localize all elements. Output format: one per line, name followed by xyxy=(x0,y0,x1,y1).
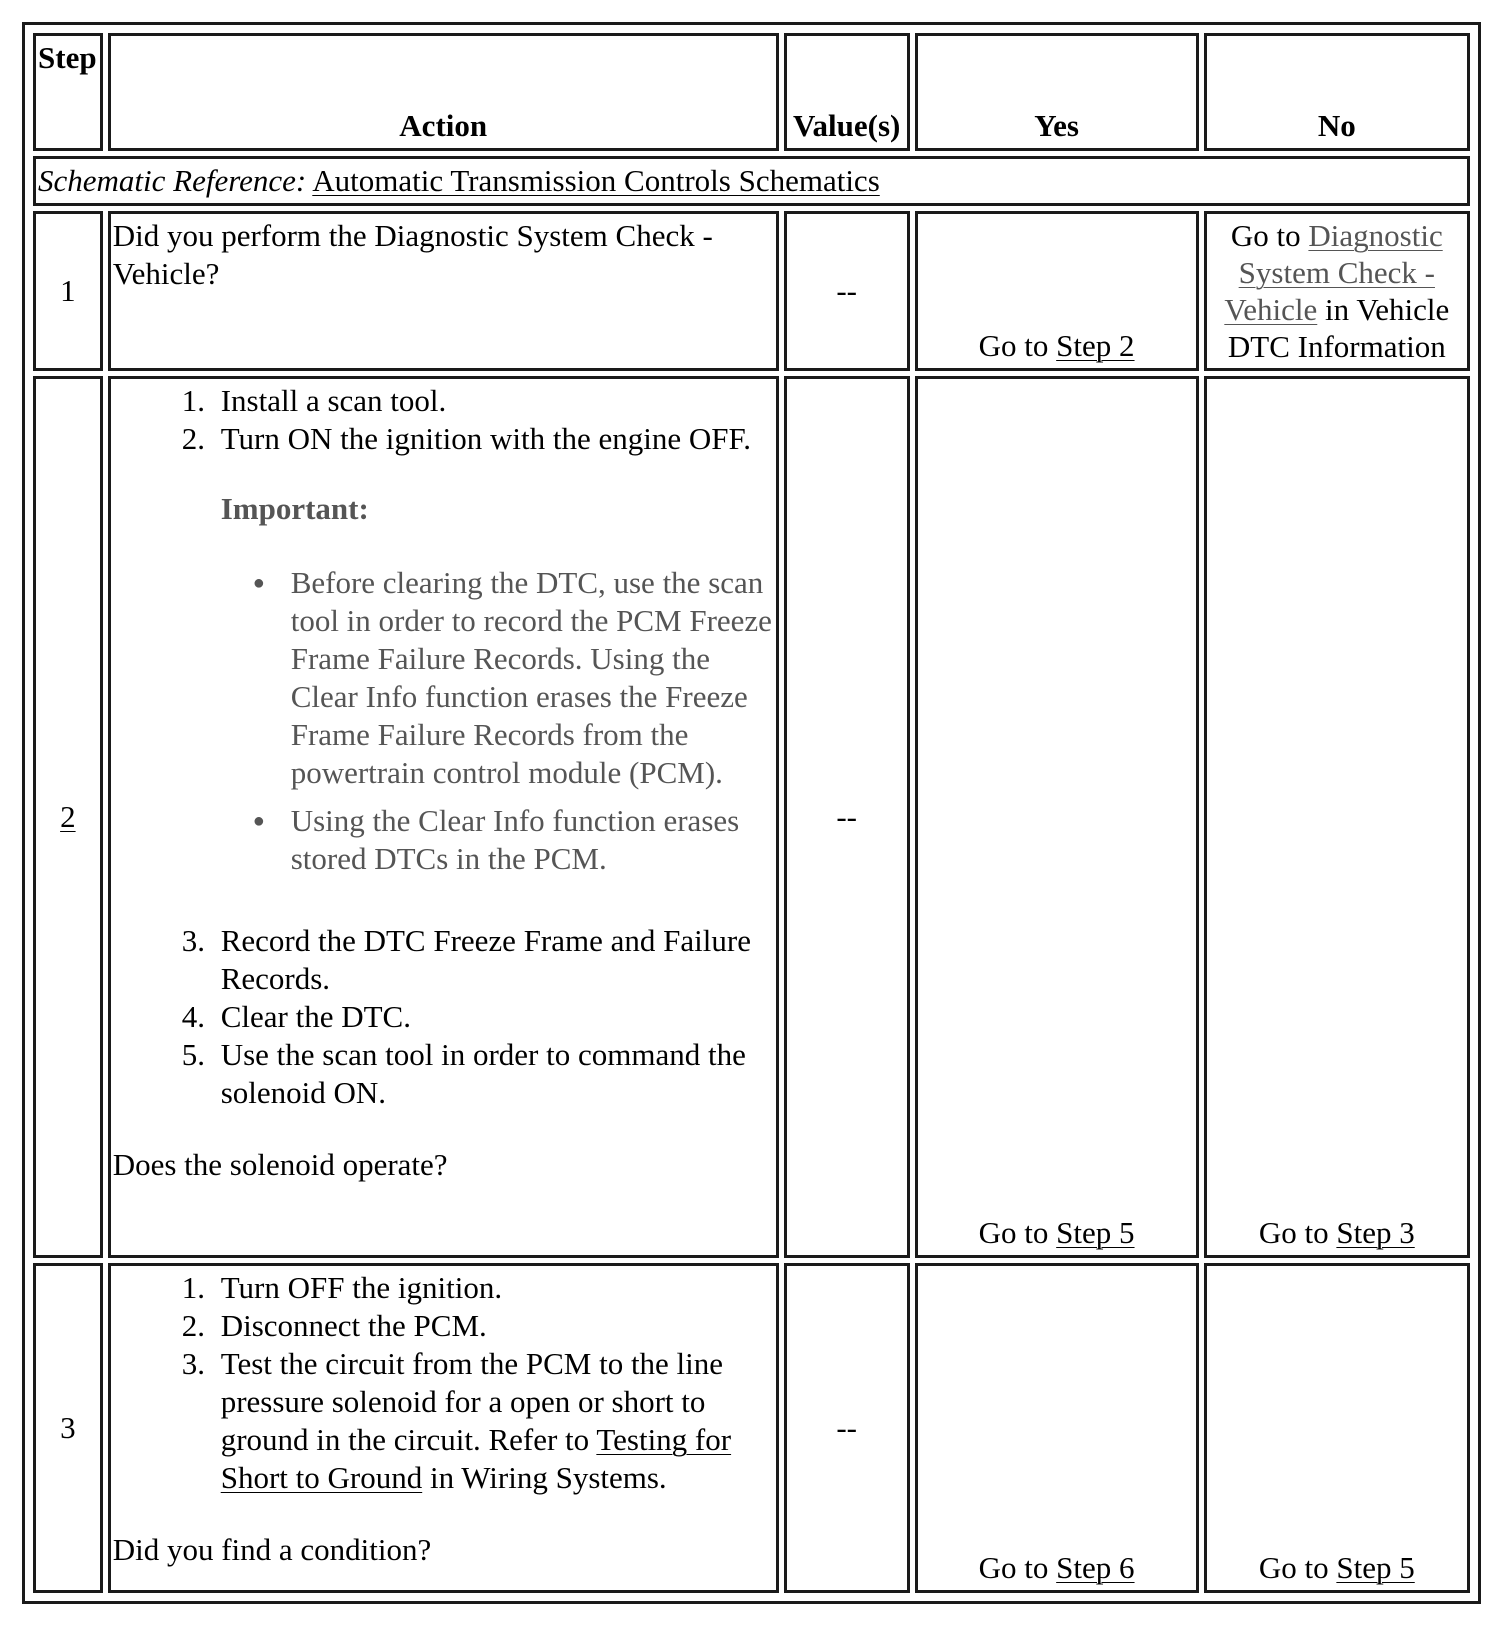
no-prefix: Go to xyxy=(1258,1215,1329,1250)
list-item xyxy=(213,1345,774,1497)
action-steps-b xyxy=(113,922,774,1112)
action-text: Did you perform the Diagnostic System Check - Vehicle? xyxy=(108,211,779,371)
list-item xyxy=(252,564,774,792)
important-text: Before clearing the DTC, use the scan tool in order to record the PCM Freeze Frame Failure Records. Using the Clear Info function erases the Freeze Frame Failure Records from the powertrain control module (PCM). xyxy=(290,565,772,790)
list-item-text: Test the circuit from the PCM to the line pressure solenoid for a open or short to ground in the circuit. Refer to xyxy=(220,1346,724,1457)
yes-link[interactable]: Step 6 xyxy=(1056,1550,1135,1585)
bullet-icon: ● xyxy=(252,572,265,594)
list-item-text: Turn ON the ignition with the engine OFF. xyxy=(220,421,751,456)
value-cell: -- xyxy=(784,376,910,1258)
value-cell: -- xyxy=(784,1263,910,1593)
yes-cell xyxy=(915,376,1199,1258)
header-action: Action xyxy=(108,33,779,151)
yes-prefix: Go to xyxy=(978,1215,1049,1250)
yes-cell xyxy=(915,211,1199,371)
no-cell xyxy=(1204,376,1470,1258)
yes-cell xyxy=(915,1263,1199,1593)
step-number: 1 xyxy=(33,211,103,371)
no-prefix: Go to xyxy=(1258,1550,1329,1585)
step-number-link[interactable]: 2 xyxy=(60,799,76,834)
step-number: 3 xyxy=(33,1263,103,1593)
list-item: 4. Clear the DTC. xyxy=(213,998,774,1036)
no-suffix: in Vehicle DTC Information xyxy=(1227,292,1450,364)
bullet-icon: ● xyxy=(252,810,265,832)
yes-prefix: Go to xyxy=(978,1550,1049,1585)
action-cell xyxy=(108,376,779,1258)
step-number xyxy=(33,376,103,1258)
yes-link[interactable]: Step 2 xyxy=(1056,328,1135,363)
header-row xyxy=(33,33,1470,151)
no-cell xyxy=(1204,1263,1470,1593)
schematic-reference xyxy=(33,156,1470,206)
table-row-step-2 xyxy=(33,376,1470,1258)
header-values: Value(s) xyxy=(784,33,910,151)
action-question: Does the solenoid operate? xyxy=(112,1147,448,1182)
important-label: Important: xyxy=(220,491,369,526)
no-link[interactable]: Step 5 xyxy=(1336,1550,1415,1585)
no-link[interactable]: Step 3 xyxy=(1336,1215,1415,1250)
list-item: 5. Use the scan tool in order to command the solenoid ON. xyxy=(213,1036,774,1112)
list-item: 1. Install a scan tool. xyxy=(213,382,774,420)
diagnostic-table-frame xyxy=(22,22,1481,1604)
action-question: Did you find a condition? xyxy=(112,1532,432,1567)
table-row-step-3 xyxy=(33,1263,1470,1593)
table-row-step-1 xyxy=(33,211,1470,371)
list-item: 3. Record the DTC Freeze Frame and Failure Records. xyxy=(213,922,774,998)
schematic-row xyxy=(33,156,1470,206)
list-item: 2. Disconnect the PCM. xyxy=(213,1307,774,1345)
testing-short-link[interactable]: Testing for Short to Ground xyxy=(220,1422,732,1495)
header-step: Step xyxy=(33,33,103,151)
action-steps xyxy=(113,1269,774,1497)
important-list xyxy=(221,564,774,878)
list-item-suffix: in Wiring Systems. xyxy=(429,1460,667,1495)
no-link[interactable]: Diagnostic System Check - Vehicle xyxy=(1224,218,1443,327)
diagnostic-table xyxy=(28,28,1475,1598)
list-item xyxy=(213,420,774,878)
list-item: 1. Turn OFF the ignition. xyxy=(213,1269,774,1307)
schematic-label: Schematic Reference: xyxy=(38,163,307,198)
list-item xyxy=(252,802,774,878)
yes-prefix: Go to xyxy=(978,328,1049,363)
schematic-link[interactable]: Automatic Transmission Controls Schematics xyxy=(312,163,880,198)
yes-link[interactable]: Step 5 xyxy=(1056,1215,1135,1250)
no-cell xyxy=(1204,211,1470,371)
value-cell: -- xyxy=(784,211,910,371)
important-text: Using the Clear Info function erases stored DTCs in the PCM. xyxy=(290,803,740,876)
no-prefix: Go to xyxy=(1230,218,1301,253)
action-cell xyxy=(108,1263,779,1593)
header-yes: Yes xyxy=(915,33,1199,151)
action-steps-a xyxy=(113,382,774,878)
header-no: No xyxy=(1204,33,1470,151)
